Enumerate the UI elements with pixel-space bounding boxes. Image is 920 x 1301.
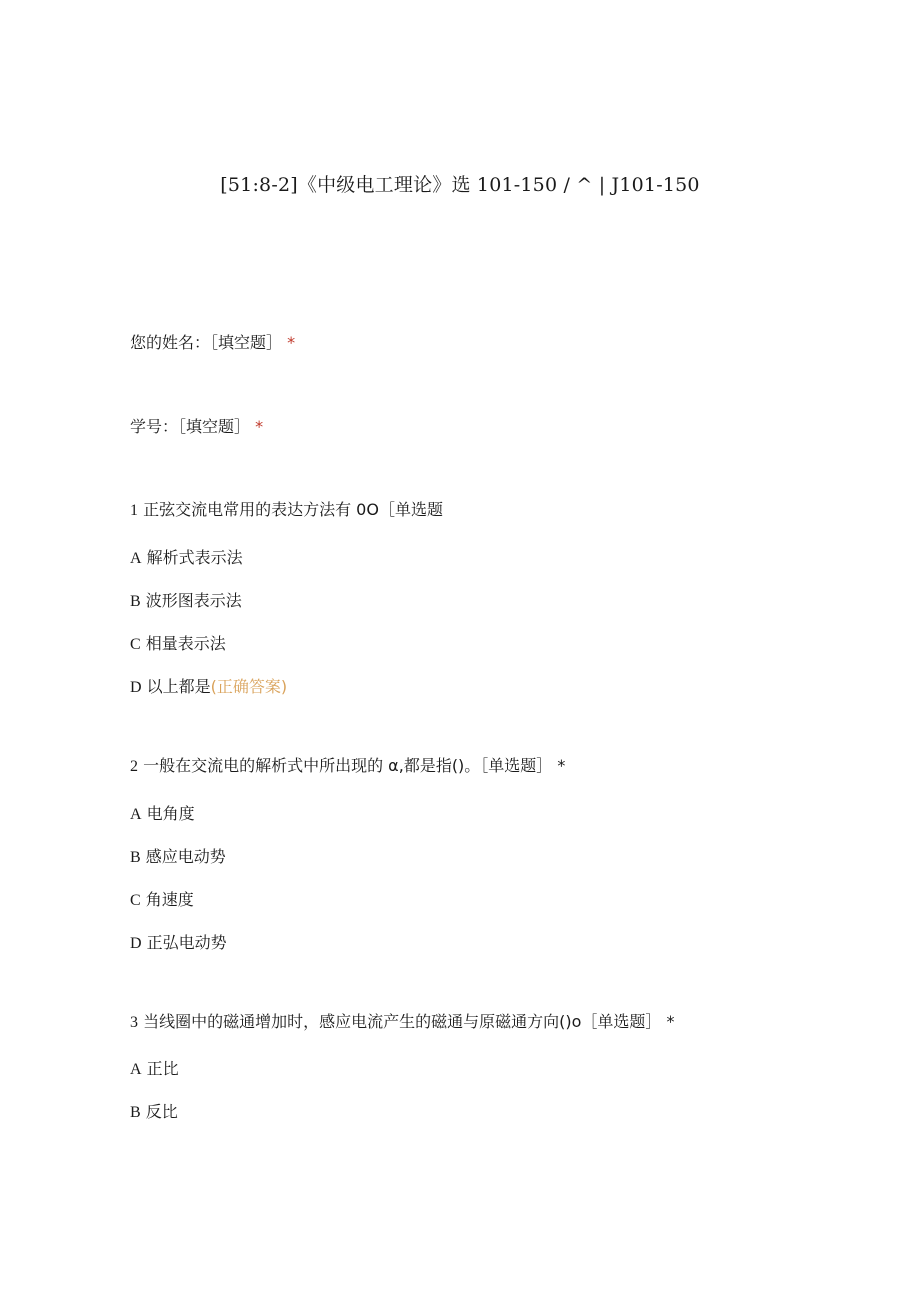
option-text: 角速度: [145, 890, 194, 909]
question-1-option-a[interactable]: [130, 547, 243, 570]
question-3-title: [130, 1011, 674, 1034]
question-text: 正弦交流电常用的表达方法有 0O［单选题: [143, 500, 443, 519]
option-text: 正弘电动势: [146, 933, 227, 952]
option-letter: C: [130, 892, 141, 909]
question-1-option-b[interactable]: [130, 590, 242, 613]
option-text: 反比: [145, 1102, 178, 1121]
page-title: [51:8-2]《中级电工理论》选 101-150 / ^ | J101-150: [220, 174, 700, 196]
option-text: 波形图表示法: [145, 591, 242, 610]
question-1-option-c[interactable]: [130, 633, 226, 656]
name-field[interactable]: [130, 332, 295, 354]
question-1-title: [130, 499, 443, 522]
option-letter: B: [130, 1104, 141, 1121]
correct-answer-note: (正确答案): [210, 677, 288, 696]
option-text: 相量表示法: [145, 634, 226, 653]
question-2-title: [130, 755, 565, 778]
option-letter: B: [130, 593, 141, 610]
question-2-option-c[interactable]: [130, 889, 194, 912]
name-field-label: 您的姓名：［填空题］: [130, 333, 283, 352]
question-number: 2: [130, 758, 138, 775]
option-letter: A: [130, 1061, 142, 1078]
question-number: 3: [130, 1014, 138, 1031]
required-mark: *: [666, 1012, 675, 1031]
option-text: 电角度: [146, 804, 195, 823]
required-mark: *: [287, 333, 296, 352]
question-text: 当线圈中的磁通增加时，感应电流产生的磁通与原磁通方向()o［单选题］: [143, 1012, 662, 1031]
option-text: 以上都是: [146, 677, 211, 696]
option-letter: A: [130, 806, 142, 823]
question-number: 1: [130, 502, 138, 519]
question-3-option-b[interactable]: [130, 1101, 178, 1124]
option-text: 解析式表示法: [146, 548, 243, 567]
option-letter: D: [130, 679, 142, 696]
required-mark: *: [255, 417, 264, 436]
question-2-option-a[interactable]: [130, 803, 195, 826]
option-text: 正比: [146, 1059, 179, 1078]
question-2-option-b[interactable]: [130, 846, 226, 869]
student-id-field-label: 学号：［填空题］: [130, 417, 251, 436]
option-letter: C: [130, 636, 141, 653]
option-letter: A: [130, 550, 142, 567]
required-mark: *: [557, 756, 566, 775]
option-text: 感应电动势: [145, 847, 226, 866]
question-1-option-d[interactable]: [130, 676, 287, 699]
student-id-field[interactable]: [130, 416, 263, 438]
question-text: 一般在交流电的解析式中所出现的 α,都是指()。［单选题］: [143, 756, 553, 775]
option-letter: D: [130, 935, 142, 952]
option-letter: B: [130, 849, 141, 866]
question-3-option-a[interactable]: [130, 1058, 179, 1081]
question-2-option-d[interactable]: [130, 932, 227, 955]
